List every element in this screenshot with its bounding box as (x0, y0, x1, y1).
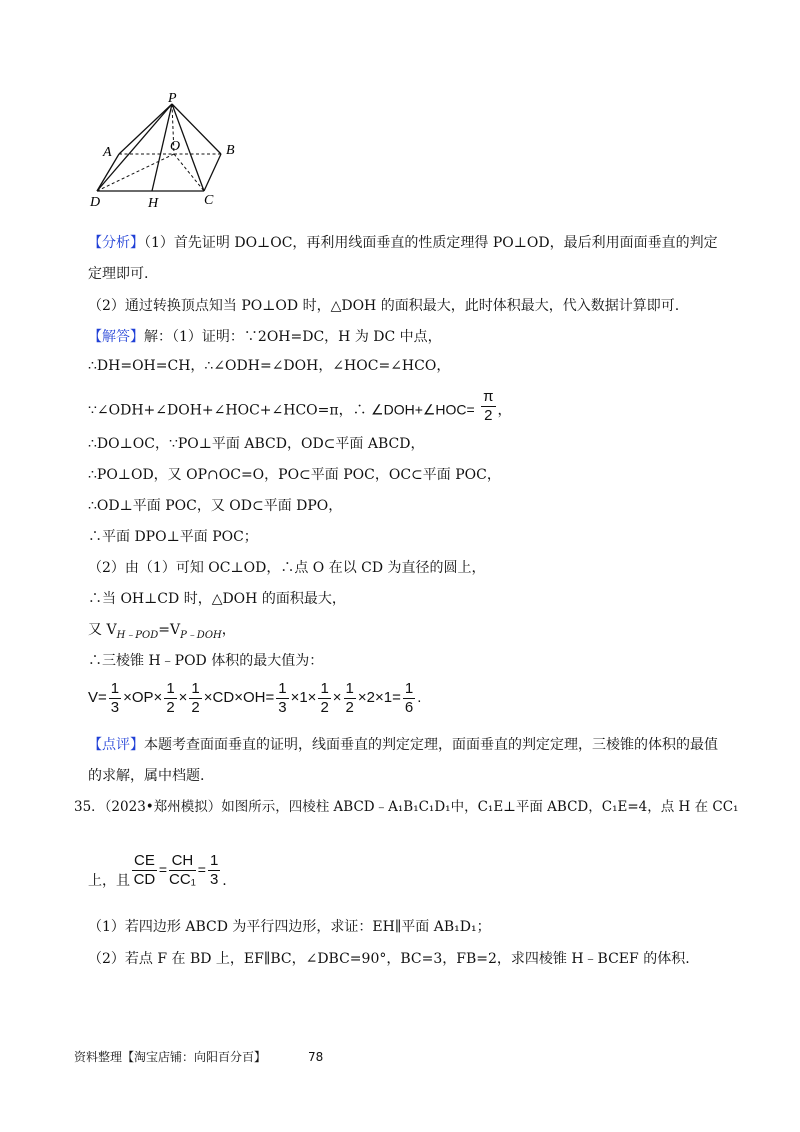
solution-line-6: ∴OD⊥平面 POC，又 OD⊂平面 DPO， (88, 498, 343, 514)
problem-35-line-1: 35．（2023•郑州模拟）如图所示，四棱柱 ABCD﹣A₁B₁C₁D₁中，C₁E⊥平面 ABCD，C₁E=4，点 H 在 CC₁ (74, 799, 739, 815)
label-H: H (148, 196, 159, 211)
label-P: P (168, 91, 177, 106)
footer-text: 资料整理【淘宝店铺：向阳百分百】 (74, 1050, 267, 1064)
analysis-line-3: （2）通过转换顶点知当 PO⊥OD 时，△DOH 的面积最大，此时体积最大，代入数据计算即可. (88, 298, 680, 314)
solution-line-3: ∵∠ODH+∠DOH+∠HOC+∠HCO=π，∴ ∠DOH+∠HOC= $\frac{\pi}{2}$ ， (88, 388, 512, 424)
solution-line-5: ∴PO⊥OD，又 OP∩OC=O，PO⊂平面 POC，OC⊂平面 POC， (88, 467, 501, 483)
page-number: 78 (308, 1050, 324, 1064)
label-D: D (90, 195, 101, 210)
solution-line-10: 又 $V_{H﹣POD}=V_{P﹣DOH}$， (88, 622, 236, 641)
page-footer (74, 1048, 323, 1065)
solution-tag: 【解答】 (88, 329, 144, 345)
edge-OC-hidden (174, 154, 204, 191)
comment-line-1: 【点评】本题考查面面垂直的证明，线面垂直的判定定理，面面垂直的判定定理，三棱锥的体积的最值 (88, 737, 718, 753)
problem-35-question-1: （1）若四边形 ABCD 为平行四边形，求证：EH∥平面 AB₁D₁； (88, 919, 491, 935)
edge-PH (152, 104, 172, 191)
analysis-tag: 【分析】 (88, 235, 144, 251)
solution-line-4: ∴DO⊥OC，∵PO⊥平面 ABCD，OD⊂平面 ABCD， (88, 436, 425, 452)
solution-line-11: ∴三棱锥 H﹣POD 体积的最大值为： (88, 653, 324, 669)
solution-line-8: （2）由（1）可知 OC⊥OD，∴点 O 在以 CD 为直径的圆上， (88, 560, 486, 576)
label-C: C (204, 193, 214, 208)
label-B: B (226, 143, 235, 158)
fraction-pi-over-2: $\frac{\pi}{2}$ (483, 388, 494, 424)
label-O: O (170, 139, 181, 154)
analysis-line-2: 定理即可. (88, 266, 149, 282)
solution-line-9: ∴当 OH⊥CD 时，△DOH 的面积最大， (88, 591, 346, 607)
label-A: A (103, 145, 112, 160)
volume-formula: V= $\frac{1}{3}$ ×OP× $\frac{1}{2}$ × $\frac{1}{2}$ ×CD×OH= $\frac{1}{3}$ ×1× $\frac{1}{2}$ × $\frac{1}{2}$ ×2×1= $\frac{1}{6}$ . (88, 679, 422, 716)
comment-tag: 【点评】 (88, 737, 144, 753)
solution-line-1: 【解答】解：（1）证明：∵2OH=DC，H 为 DC 中点， (88, 329, 442, 345)
comment-line-2: 的求解，属中档题. (88, 768, 205, 784)
edge-BC (204, 154, 221, 191)
problem-35-question-2: （2）若点 F 在 BD 上，EF∥BC，∠DBC=90°，BC=3，FB=2，求四棱锥 H﹣BCEF 的体积. (88, 951, 690, 967)
solution-line-2: ∴DH=OH=CH，∴∠ODH=∠DOH，∠HOC=∠HCO， (88, 358, 451, 374)
analysis-line-1: 【分析】（1）首先证明 DO⊥OC，再利用线面垂直的性质定理得 PO⊥OD，最后利用面面垂直的判定 (88, 235, 718, 251)
pyramid-figure (84, 90, 254, 212)
solution-line-7: ∴平面 DPO⊥平面 POC； (88, 529, 258, 545)
problem-35-line-2: 上，且 $\frac{CE}{CD}$ = $\frac{CH}{\text{CC₁}}$ = $\frac{1}{3}$ . (88, 852, 227, 889)
edge-PA (119, 104, 172, 154)
